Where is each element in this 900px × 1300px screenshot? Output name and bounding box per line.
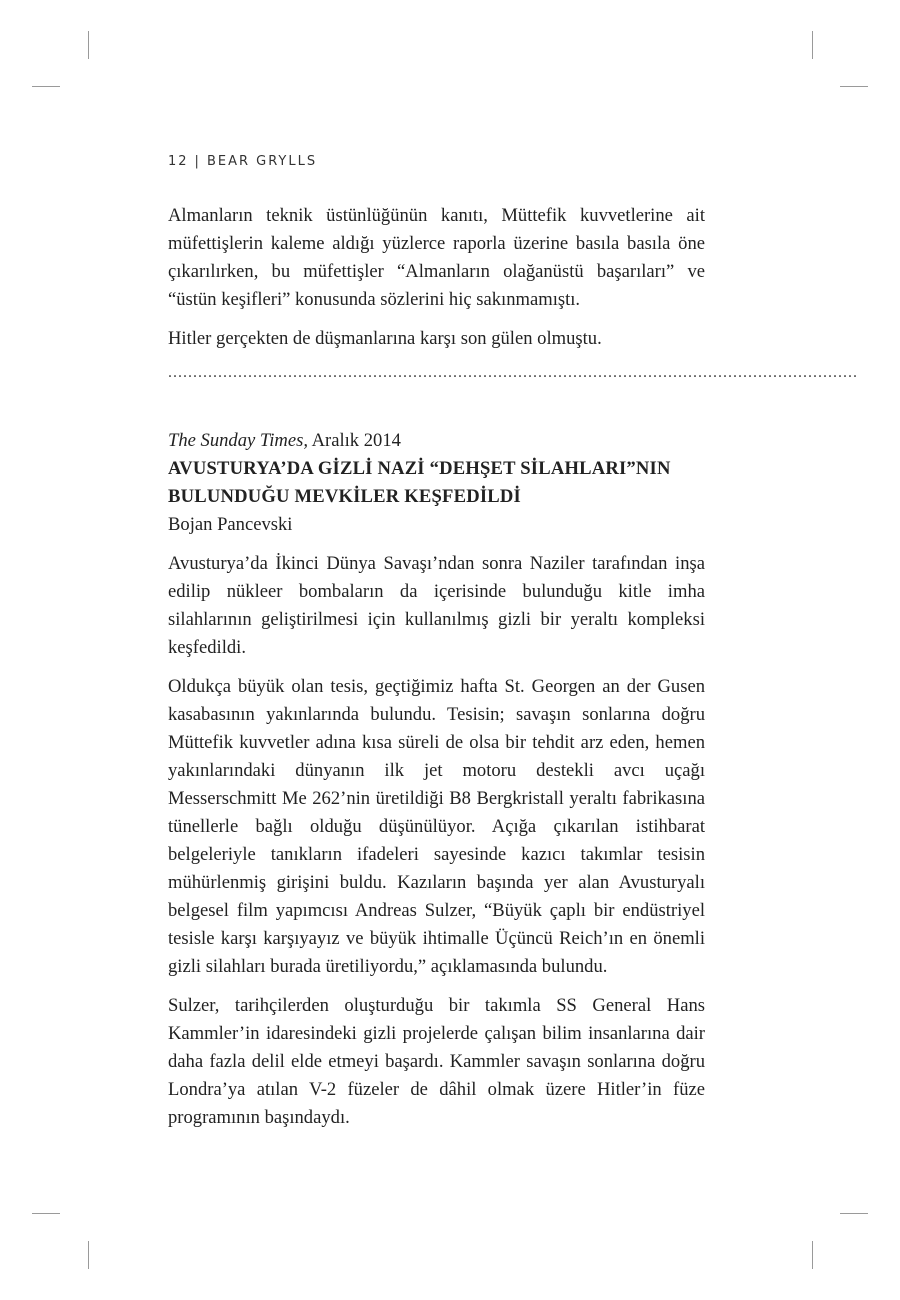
dotted-divider: .......................................................................................................................................... — [168, 364, 858, 381]
crop-mark-top-right-horizontal — [840, 86, 868, 87]
publication-name: The Sunday Times, — [168, 430, 308, 451]
intro-paragraph-1: Almanların teknik üstünlüğünün kanıtı, Müttefik kuvvetlerine ait müfettişlerin kaleme aldığı yüzlerce raporla üzerine basıla basıla öne çıkarılırken, bu müfettişler “Almanların olağanüstü başarıları” ve “üstün keşifleri” konusunda sözlerini hiç sakınmamıştı. — [168, 205, 705, 310]
crop-mark-top-left-horizontal — [32, 86, 60, 87]
running-head — [168, 154, 317, 169]
crop-mark-bottom-right-vertical — [812, 1241, 813, 1269]
crop-mark-bottom-right-horizontal — [840, 1213, 868, 1214]
crop-mark-top-right-vertical — [812, 31, 813, 59]
page-number: 12 — [168, 154, 189, 169]
crop-mark-bottom-left-horizontal — [32, 1213, 60, 1214]
article-paragraph-3: Sulzer, tarihçilerden oluşturduğu bir takımla SS General Hans Kammler’in idaresindeki gizli projelerde çalışan bilim insanlarına dair daha fazla delil elde etmeyi başardı. Kammler savaşın sonlarına doğru Londra’ya atılan V-2 füzeler de dâhil olmak üzere Hitler’in füze programının başındaydı. — [168, 995, 705, 1128]
headline-line-1: AVUSTURYA’DA GİZLİ NAZİ “DEHŞET SİLAHLARI”NIN — [168, 458, 671, 479]
article-paragraph-1: Avusturya’da İkinci Dünya Savaşı’ndan sonra Naziler tarafından inşa edilip nükleer bombaların da içerisinde bulunduğu kitle imha silahlarının geliştirilmesi için kullanılmış gizli bir yeraltı kompleksi keşfedildi. — [168, 553, 705, 658]
article-source — [168, 427, 705, 455]
page-body — [168, 202, 858, 1132]
crop-mark-bottom-left-vertical — [88, 1241, 89, 1269]
crop-mark-top-left-vertical — [88, 31, 89, 59]
running-title: BEAR GRYLLS — [206, 154, 318, 169]
article-author: Bojan Pancevski — [168, 514, 293, 535]
publication-date: Aralık 2014 — [307, 430, 401, 451]
article-headline — [168, 455, 705, 511]
intro-paragraph-2: Hitler gerçekten de düşmanlarına karşı son gülen olmuştu. — [168, 328, 602, 349]
article-paragraph-2: Oldukça büyük olan tesis, geçtiğimiz hafta St. Georgen an der Gusen kasabasının yakınlarında bulundu. Tesisin; savaşın sonlarına doğru Müttefik kuvvetler adına kısa süreli de olsa bir tehdit arz eden, hemen yakınlarındaki dünyanın ilk jet motoru destekli avcı uçağı Messerschmitt Me 262’nin üretildiği B8 Bergkristall yeraltı fabrikasına tünellerle bağlı olduğu düşünülüyor. Açığa çıkarılan istihbarat belgeleriyle tanıkların ifadeleri sayesinde kazıcı takımlar tesisin mühürlenmiş girişini buldu. Kazıların başında yer alan Avusturyalı belgesel film yapımcısı Andreas Sulzer, “Büyük çaplı bir endüstriyel tesisle karşı karşıyayız ve büyük ihtimalle Üçüncü Reich’ın en önemli gizli silahları burada üretiliyordu,” açıklamasında bulundu. — [168, 676, 705, 977]
headline-line-2: BULUNDUĞU MEVKİLER KEŞFEDİLDİ — [168, 486, 521, 507]
header-separator: | — [194, 154, 201, 169]
